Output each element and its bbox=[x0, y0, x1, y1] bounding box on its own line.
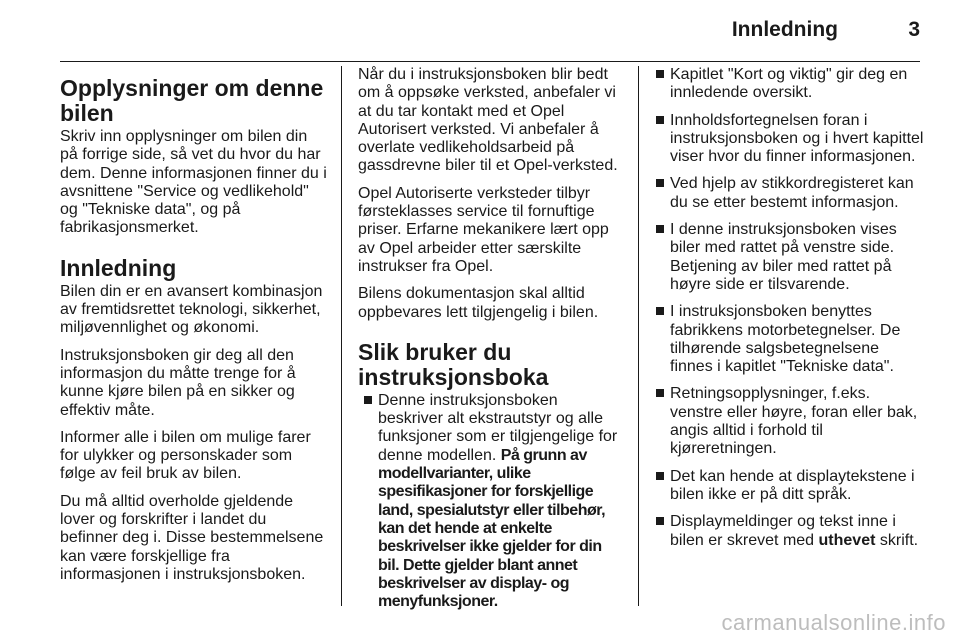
paragraph: Når du i instruksjonsboken blir bedt om å oppsøke verksted, anbefaler vi at du tar kontakt med et Opel Autorisert verksted. Vi anbefaler å overlate vedlikeholdsarbeid på gassdrevne biler til et Opel-verksted. bbox=[358, 66, 618, 175]
paragraph: Bilens dokumentasjon skal alltid oppbevares lett tilgjengelig i bilen. bbox=[358, 285, 599, 321]
list-item-text: Innholdsfortegnelsen foran i instruksjonsboken og i hvert kapittel viser hvor du finner informasjonen. bbox=[670, 111, 924, 166]
paragraph: Bilen din er en avansert kombinasjon av fremtidsrettet teknologi, sikkerhet, miljøvennlighet og økonomi. bbox=[60, 282, 323, 337]
square-bullet-icon bbox=[656, 307, 664, 315]
list-item-text: I denne instruksjonsboken vises biler med rattet på venstre side. Betjening av biler med rattet på høyre side er tilsvarende. bbox=[670, 221, 897, 293]
section-heading: Opplysninger om denne bilen bbox=[60, 75, 324, 126]
page-number: 3 bbox=[908, 18, 920, 41]
square-bullet-icon bbox=[656, 116, 664, 124]
list-item-bold-text: På grunn av modellvarianter, ulike spesifikasjoner for forskjellige land, spesialutstyr eller tilbehør, kan det hende at enkelte beskrivelser ikke gjelder for din bil. Dette gjelder blant annet beskrivelser av display- og menyfunksjoner. bbox=[378, 446, 606, 611]
list-item bbox=[656, 303, 924, 376]
paragraph: Opel Autoriserte verksteder tilbyr førsteklasses service til fornuftige priser. Erfarne mekanikere lært opp av Opel arbeider etter særskilte instrukser fra Opel. bbox=[358, 184, 609, 275]
list-item bbox=[656, 66, 924, 103]
list-item bbox=[656, 175, 924, 212]
square-bullet-icon bbox=[656, 389, 664, 397]
square-bullet-icon bbox=[656, 70, 664, 78]
paragraph: Informer alle i bilen om mulige farer for ulykker og personskader som følge av feil bruk av bilen. bbox=[60, 428, 311, 483]
square-bullet-icon bbox=[656, 225, 664, 233]
list-item bbox=[656, 112, 924, 167]
list-item-text: Det kan hende at displaytekstene i bilen ikke er på ditt språk. bbox=[670, 467, 915, 503]
list-item-text: Displaymeldinger og tekst inne i bilen er skrevet med bbox=[670, 513, 896, 549]
square-bullet-icon bbox=[656, 472, 664, 480]
bold-word: uthevet bbox=[818, 531, 876, 549]
list-item-text: skrift. bbox=[879, 531, 919, 549]
page-header bbox=[520, 18, 920, 48]
list-item-text: Denne instruksjonsboken beskriver alt ekstrautstyr og alle funksjoner som er tilgjengelige for denne modellen. bbox=[378, 391, 618, 464]
column-2 bbox=[358, 66, 622, 620]
square-bullet-icon bbox=[656, 179, 664, 187]
list-item bbox=[656, 385, 924, 458]
paragraph: Instruksjonsboken gir deg all den informasjon du måtte trenge for å kunne kjøre bilen på en sikker og effektiv måte. bbox=[60, 346, 296, 419]
paragraph: Du må alltid overholde gjeldende lover og forskrifter i landet du befinner deg i. Disse bestemmelsene kan være forskjellige fra informasjonen i instruksjonsboken. bbox=[60, 492, 324, 583]
header-title: Innledning bbox=[731, 18, 838, 41]
paragraph: Skriv inn opplysninger om bilen din på forrige side, så vet du hvor du har dem. Denne informasjonen finner du i avsnittene "Service og vedlikehold" og "Tekniske data", og på fabrikasjonsmerket. bbox=[60, 128, 327, 237]
list-item-text: Retningsopplysninger, f.eks. venstre eller høyre, foran eller bak, angis alltid i forhold til kjøreretningen. bbox=[670, 385, 918, 458]
list-item bbox=[656, 468, 924, 505]
watermark: carmanualsonline.info bbox=[721, 610, 946, 635]
header-rule bbox=[60, 61, 920, 62]
list-item bbox=[656, 221, 924, 294]
bullet-list bbox=[364, 392, 622, 612]
list-item-text: Kapitlet "Kort og viktig" gir deg en innledende oversikt. bbox=[670, 66, 908, 102]
square-bullet-icon bbox=[364, 396, 372, 404]
column-1 bbox=[60, 66, 328, 593]
list-item bbox=[364, 392, 622, 612]
section-heading: Slik bruker du instruksjonsboka bbox=[358, 338, 549, 390]
list-item-text: Ved hjelp av stikkordregisteret kan du se etter bestemt informasjon. bbox=[670, 175, 914, 211]
bullet-list bbox=[656, 66, 924, 550]
square-bullet-icon bbox=[656, 517, 664, 525]
list-item bbox=[656, 513, 924, 550]
column-3 bbox=[656, 66, 924, 559]
list-item-text: I instruksjonsboken benyttes fabrikkens motorbetegnelser. De tilhørende salgsbetegnelsene finnes i kapitlet "Tekniske data". bbox=[670, 303, 901, 376]
column-divider bbox=[638, 66, 639, 606]
section-heading: Innledning bbox=[60, 254, 177, 281]
column-divider bbox=[341, 66, 342, 606]
